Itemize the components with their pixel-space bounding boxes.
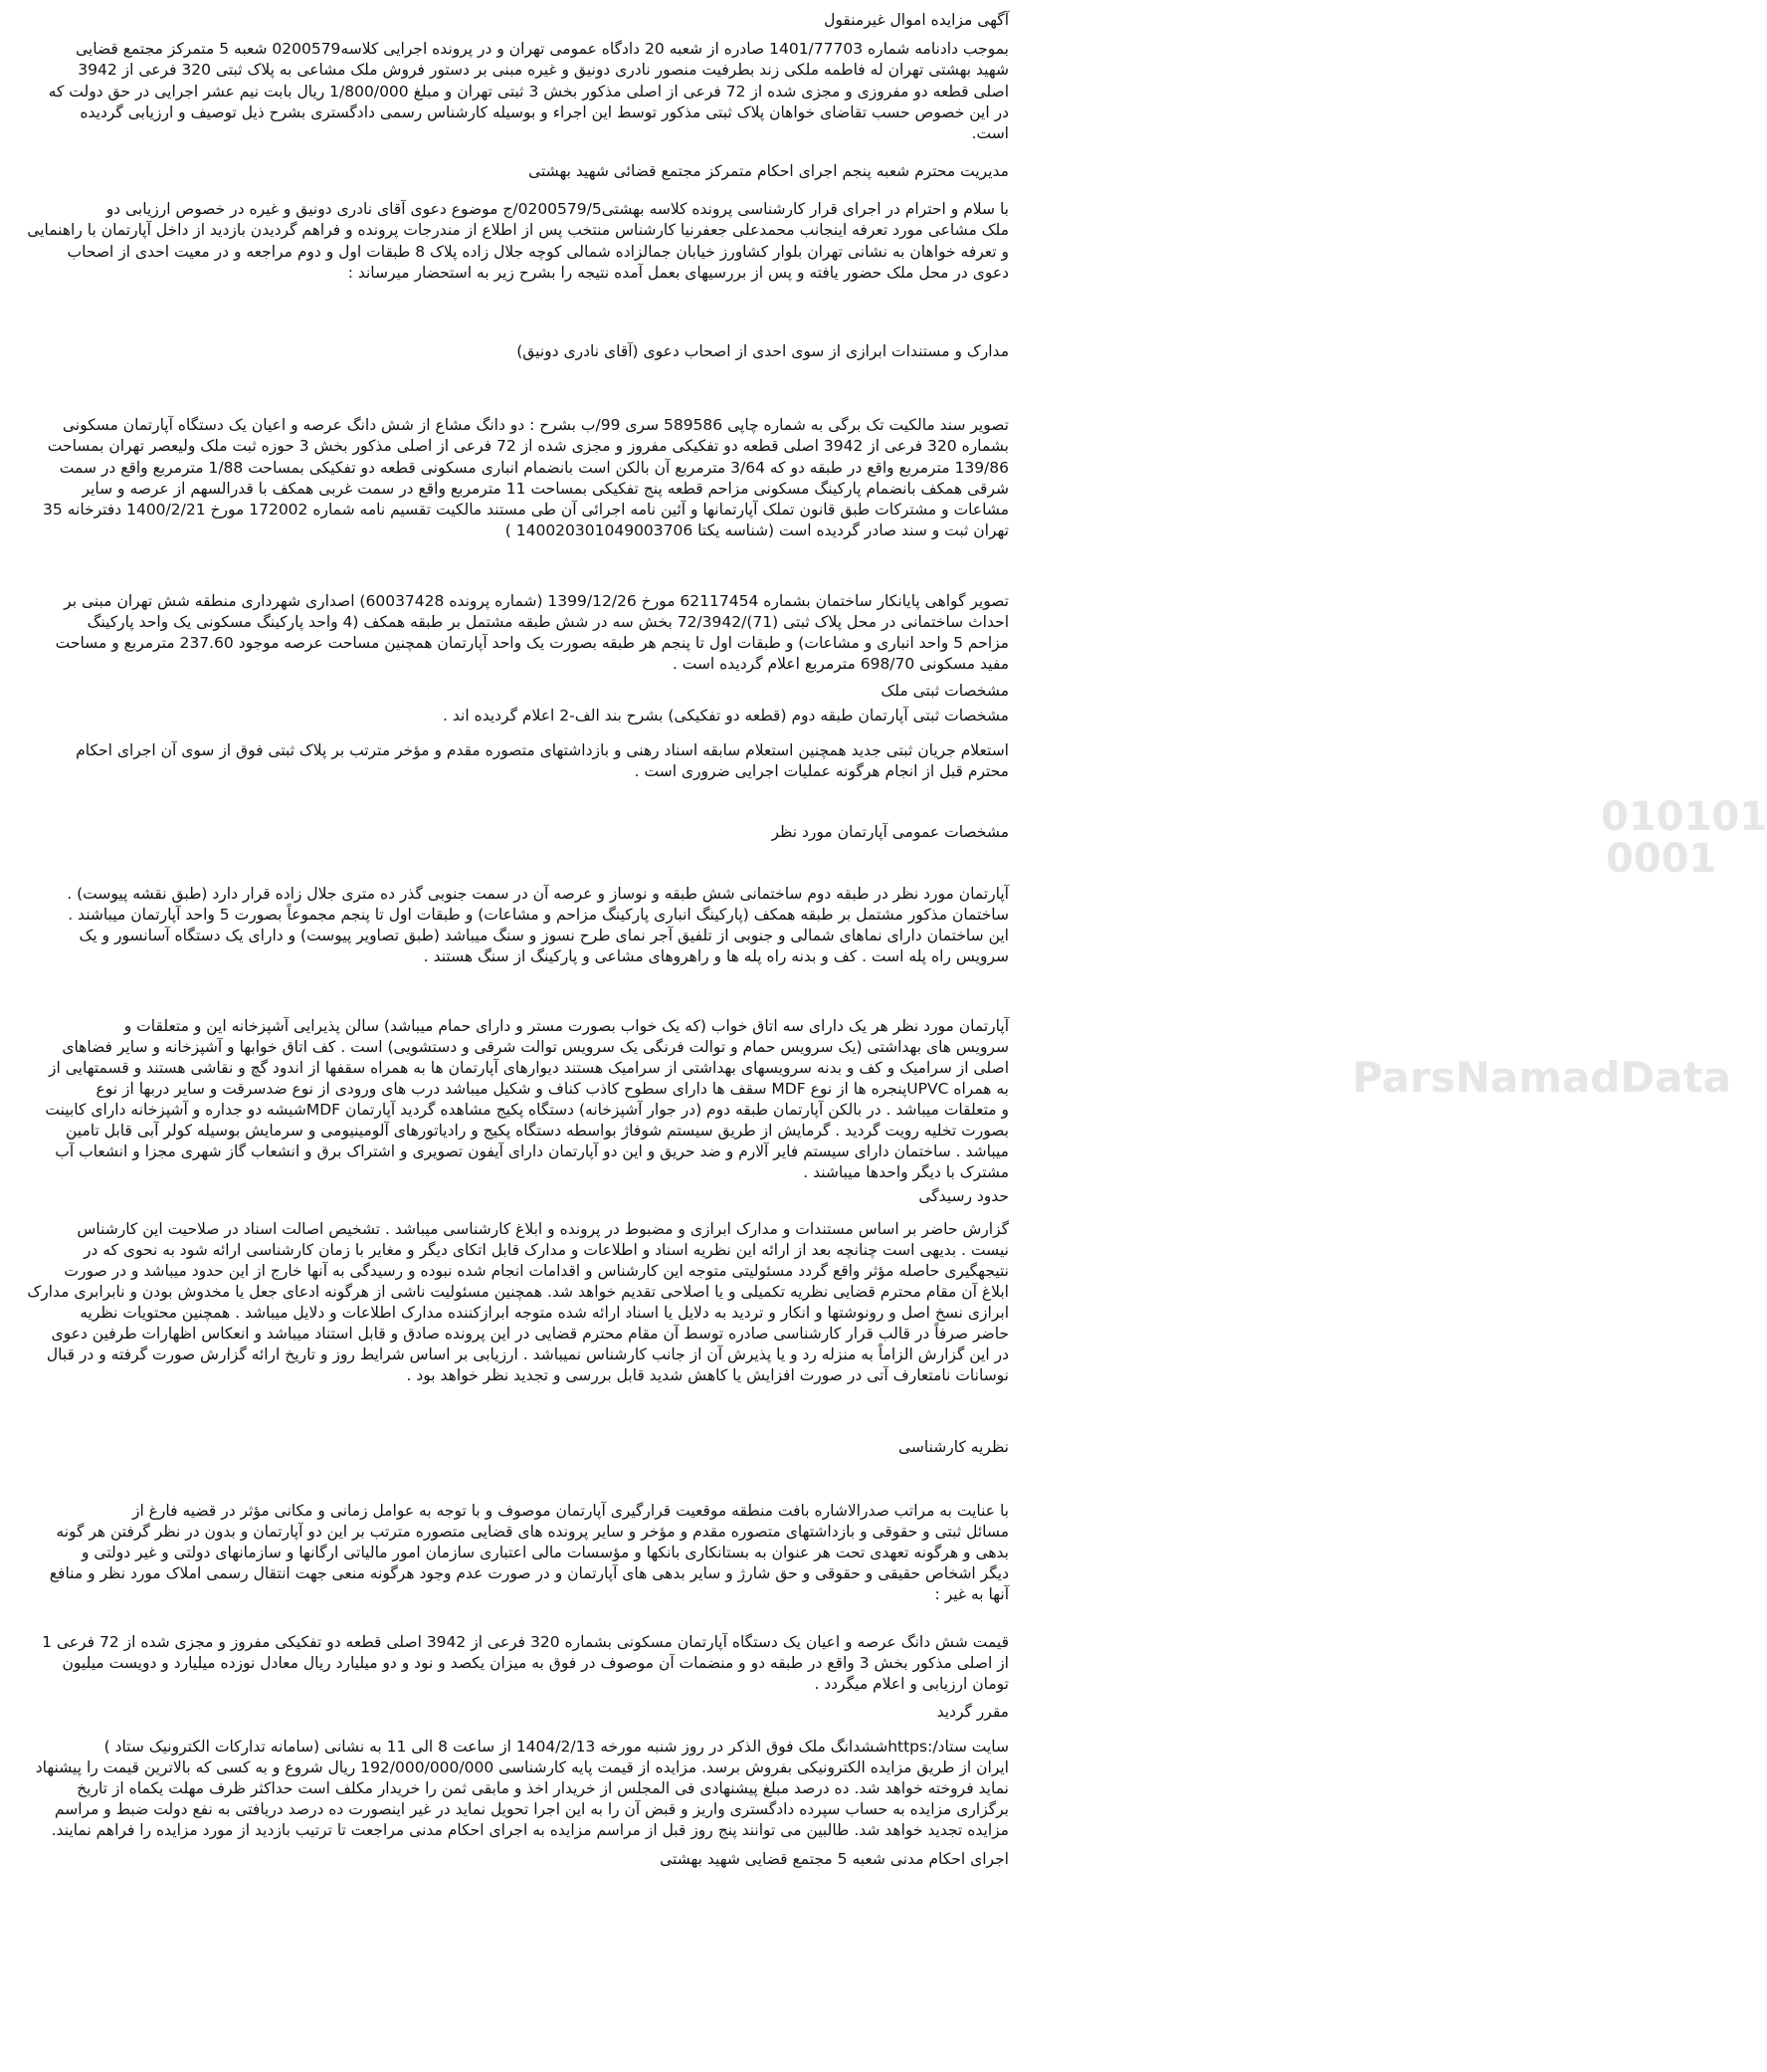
certificate-line: مفید مسکونی 698/70 مترمربع اعلام گردیده است . [672, 655, 1009, 673]
scope-line: ابلاغ آن مقام محترم قضایی نظریه تکمیلی و یا اصلاحی تقدیم خواهد شد. همچنین مسئولیت ناشی از هرگونه ادعای جعل یا مخدوش بودن و نابرابری مدارک [27, 1283, 1009, 1301]
deed-line: شرقی همکف بانضمام پارکینگ مسکونی مزاحم قطعه پنج تفکیکی بمساحت 11 مترمربع واقع در سمت غربی همکف با قدرالسهم از عرصه و سایر [82, 480, 1009, 498]
registration-spec-line: مشخصات ثبتی آپارتمان طبقه دوم (قطعه دو تفکیکی) بشرح بند الف-2 اعلام گردیده اند . [443, 707, 1009, 725]
scope-line: نوسانات نامتعارف آتی در صورت افزایش یا کاهش شدید قابل بررسی و تجدید نظر خواهد بود . [406, 1366, 1009, 1384]
general-line: این ساختمان دارای نماهای شمالی و جنوبی از تلفیق آجر نمای طرح نسوز و سنگ میباشد (طبق تصاویر پیوست) و دارای یک دستگاه آسانسور و یک [79, 927, 1009, 944]
scope-line: نتیجهگیری حاصله مؤثر واقع گردد مسئولیتی متوجه این کارشناس و اقدامات انجام شده نبوده و رسیدگی به آنها خارج از این حدود میباشد و در صورت [64, 1262, 1009, 1280]
intro-line: اصلی قطعه دو مفروزی و مجزی شده از 72 فرعی از اصلی مذکور بخش 3 ثبتی تهران و مبلغ 1/800/000 ریال بابت نیم عشر اجرایی در حق دولت که [48, 83, 1009, 101]
section-title-registration: مشخصات ثبتی ملک [881, 682, 1009, 700]
section-title-documents: مدارک و مستندات ابرازی از سوی احدی از اصحاب دعوی (آقای نادری دونیق) [516, 342, 1009, 360]
certificate-line: تصویر گواهی پایانکار ساختمان بشماره 62117454 مورخ 1399/12/26 (شماره پرونده 60037428) اصداری شهرداری منطقه شش تهران مبنی بر [64, 592, 1009, 610]
scope-line: حاضر صرفاً در قالب قرار کارشناسی صادره توسط آن مقام محترم قضایی در این پرونده صادق و قابل استناد میباشد و انعکاس اظهارات طرفین دعوی [51, 1325, 1009, 1343]
price-line: تومان ارزیابی و اعلام میگردد . [814, 1675, 1009, 1693]
ruling-line: ایران از طریق مزایده الکترونیکی بفروش برسد. مزایده از قیمت پایه کارشناسی 192/000/000/000 ریال شروع و به کسی که بالاترین قیمت را پیشنهاد [35, 1759, 1009, 1776]
general-line: ساختمان مذکور مشتمل بر طبقه همکف (پارکینگ انباری پارکینگ مزاحم و مشاعات) و طبقات اول تا پنجم مجموعاً بصورت 5 واحد آپارتمان میباشند . [68, 906, 1009, 924]
ruling-line: مزایده تجدید خواهد شد. طالبین می توانند پنج روز قبل از مراسم مزایده به اجرای احکام مدنی مراجعت تا ترتیب بازدید از مورد مزایده را فراهم نمایند. [51, 1821, 1009, 1839]
price-line: قیمت شش دانگ عرصه و اعیان یک دستگاه آپارتمان مسکونی بشماره 320 فرعی از 3942 اصلی قطعه دو تفکیکی مفروز و مجزی شده از 72 فرعی 1 [42, 1633, 1009, 1651]
section-title-general: مشخصات عمومی آپارتمان مورد نظر [771, 823, 1009, 841]
section-title-opinion: نظریه کارشناسی [897, 1438, 1009, 1456]
apartment-line: سرویس های بهداشتی (یک سرویس حمام و توالت فرنگی یک سرویس توالت شرقی و دستشویی) است . کف اتاق خوابها و آشپزخانه و سایر فضاهای [62, 1038, 1009, 1056]
deed-line: تصویر سند مالکیت تک برگی به شماره چاپی 589586 سری 99/ب بشرح : دو دانگ مشاع از شش دانگ عرصه و اعیان یک دستگاه آپارتمان مسکونی [62, 416, 1009, 434]
greeting-line: با سلام و احترام در اجرای قرار کارشناسی پرونده کلاسه بهشتی0200579/5/ج موضوع دعوی آقای نادری دونیق و غیره در خصوص ارزیابی دو [105, 200, 1009, 218]
intro-line: در این خصوص حسب تقاضای خواهان پلاک ثبتی مذکور توسط این اجراء و بوسیله کارشناس رسمی دادگستری بشرح ذیل توصیف و ارزیابی گردیده [80, 104, 1009, 121]
intro-line: بموجب دادنامه شماره 1401/77703 صادره از شعبه 20 دادگاه عمومی تهران و در پرونده اجرایی کلاسه0200579 شعبه 5 متمرکز مجتمع قضایی [75, 40, 1009, 58]
apartment-line: و متعلقات میباشد . در بالکن آپارتمان طبقه دوم (در جوار آشپزخانه) دستگاه پکیج مشاهده گردید آپارتمان MDFشیشه دو جداره و آشپزخانه دارای کابینت [45, 1101, 1009, 1119]
ruling-line: نماید فروخته خواهد شد. ده درصد مبلغ پیشنهادی فی المجلس از خریدار اخذ و مابقی ثمن را خریدار مکلف است حداکثر ظرف مهلت یکماه از تاریخ [77, 1779, 1009, 1797]
scope-line: در این گزارش الزاماً به منزله رد و یا پذیرش آن از جانب کارشناس نمیباشد . ارزیابی بر اساس شرایط روز و تاریخ ارائه گزارش صورت گرفته و در قبال [46, 1346, 1009, 1363]
greeting-line: و تعرفه خواهان به نشانی تهران بلوار کشاورز خیابان جمالزاده شمالی کوچه جلال زاده پلاک 8 طبقات اول و دوم مراجعه و در معیت احدی از اصحاب [67, 243, 1009, 261]
ruling-line: برگزاری مزایده به حساب سپرده دادگستری واریز و قبض آن را به این اجرا تحویل نماید در غیر اینصورت ده درصد دریافتی به نفع دولت ضبط و مراسم [54, 1800, 1009, 1818]
watermark-line-2: 0001 [1606, 836, 1717, 882]
opinion-line: با عنایت به مراتب صدرالاشاره بافت منطقه موقعیت قرارگیری آپارتمان موصوف و با توجه به عوامل زمانی و مکانی مؤثر در قضیه فارغ از [131, 1502, 1009, 1520]
watermark-line-1: 010101 [1601, 794, 1767, 840]
scope-line: نیست . بدیهی است چنانچه بعد از ارائه این نظریه اسناد و اطلاعات و مدارک قابل اتکای دیگر و مغایر با زمان کارشناسی ارائه شود به نحوی که در [83, 1241, 1009, 1259]
inquiry-line: استعلام جریان ثبتی جدید همچنین استعلام سابقه اسناد رهنی و بازداشتهای متصوره مقدم و مؤخر مترتب بر پلاک ثبتی فوق از سوی آن اجرای احکام [76, 741, 1009, 759]
general-line: سرویس راه پله است . کف و بدنه راه پله ها و راهروهای مشاعی و پارکینگ از سنگ هستند . [423, 947, 1009, 965]
apartment-line: به همراه UPVCپنجره ها از نوع MDF سقف ها دارای سطوح کاذب کناف و شکیل میباشد درب های ورودی از نوع ضدسرقت و سایر دربها از نوع [96, 1080, 1009, 1098]
signature-line: اجرای احکام مدنی شعبه 5 مجتمع قضایی شهید بهشتی [660, 1850, 1009, 1868]
apartment-line: آپارتمان مورد نظر هر یک دارای سه اتاق خواب (که یک خواب بصورت مستر و دارای حمام میباشد) سالن پذیرایی آشپزخانه این و متعلقات و [123, 1017, 1009, 1035]
scope-line: گزارش حاضر بر اساس مستندات و مدارک ابرازی و مضبوط در پرونده و ابلاغ کارشناسی میباشد . تشخیص اصالت اسناد در صلاحیت این کارشناس [77, 1220, 1009, 1238]
greeting-line: ملک مشاعی مورد تعرفه اینجانب محمدعلی جعفرنیا کارشناس منتخب پس از اطلاع از مندرجات پرونده و فراهم گردیدن بازدید از داخل آپارتمان با راهنمایی [27, 221, 1009, 239]
opinion-line: دیگر اشخاص حقیقی و حقوقی و حق شارژ و سایر بدهی های آپارتمان و در صورت عدم وجود هرگونه منعی جهت انتقال رسمی املاک مورد نظر و منافع [49, 1564, 1009, 1582]
section-title-ruling: مقرر گردید [936, 1703, 1009, 1721]
deed-line: مشاعات و مشترکات طبق قانون تملک آپارتمانها و آئین نامه اجرائی آن طی مستند مالکیت تقسیم نامه شماره 172002 مورخ 1400/2/21 دفترخانه 35 [43, 501, 1009, 518]
deed-line: بشماره 320 فرعی از 3942 اصلی قطعه دو تفکیکی مفروز و مجزی شده از 72 فرعی از اصلی مذکور بخش 3 حوزه ثبت ملک ولیعصر تهران بمساحت [47, 437, 1009, 455]
addressee-line: مدیریت محترم شعبه پنجم اجرای احکام متمرکز مجتمع قضائی شهید بهشتی [528, 162, 1009, 180]
watermark-line-3: ParsNamadData [1352, 1053, 1731, 1102]
opinion-line: بدهی و هرگونه تعهدی تحت هر عنوان به بستانکاری بانکها و مؤسسات مالی اعتباری سازمان امور مالیاتی ارگانها و سازمانهای دولتی و غیر دولتی و [82, 1544, 1009, 1561]
general-line: آپارتمان مورد نظر در طبقه دوم ساختمانی شش طبقه و نوساز و عرصه آن در سمت جنوبی گذر ده متری جلال زاده قرار دارد (طبق نقشه پیوست) . [67, 885, 1009, 903]
apartment-line: اصلی از سرامیک و کف و بدنه سرویسهای بهداشتی از سرامیک هستند دیوارهای آپارتمان ها به همراه سقفها از اندود گچ و نقاشی هستند و قسمتهایی از [49, 1059, 1009, 1077]
ruling-line: سایت ستاد/:httpsششدانگ ملک فوق الذکر در روز شنبه مورخه 1404/2/13 از ساعت 8 الی 11 به نشانی (سامانه تدارکات الکترونیک ستاد ) [103, 1738, 1009, 1756]
opinion-line: مسائل ثبتی و حقوقی و بازداشتهای متصوره مقدم و مؤخر و سایر پرونده های قضایی متصوره مترتب بر این دو آپارتمان و بدون در نظر گرفتن هر گونه [56, 1523, 1009, 1541]
inquiry-line: محترم قبل از انجام هرگونه عملیات اجرایی ضروری است . [634, 762, 1009, 780]
scope-line: ابرازی نسخ اصل و رونوشتها و انکار و تردید به دلایل یا اسناد ارائه شده متوجه ابرازکننده مدارک اطلاعات و دلایل میباشد . همچنین محتویات نظریه [80, 1304, 1009, 1322]
section-title-scope: حدود رسیدگی [918, 1187, 1009, 1205]
greeting-line: دعوی در محل ملک حضور یافته و پس از بررسیهای بعمل آمده نتیجه را بشرح زیر به استحضار میرساند : [347, 264, 1009, 282]
apartment-line: مشترک با دیگر واحدها میباشند . [803, 1163, 1009, 1181]
price-line: از اصلی مذکور بخش 3 واقع در طبقه دو و منضمات آن موصوف در فوق به میزان یکصد و نود و دو میلیارد ریال معادل نوزده میلیارد و دویست میلیون [62, 1654, 1009, 1672]
deed-line: تهران ثبت و سند صادر گردیده است (شناسه یکتا 140020301049003706 ) [504, 521, 1009, 539]
intro-line: است. [971, 124, 1009, 142]
apartment-line: میباشد . ساختمان دارای سیستم فایر آلارم و ضد حریق و این دو آپارتمان دارای آیفون تصویری و اشتراک برق و انشعاب گاز شهری مجزا و انشعاب آب [55, 1142, 1009, 1160]
opinion-line: آنها به غیر : [934, 1585, 1009, 1603]
notice-heading: آگهی مزایده اموال غیرمنقول [824, 11, 1009, 29]
certificate-line: احداث ساختمانی در محل پلاک ثبتی (71)/72/3942 بخش سه در شش طبقه مشتمل بر طبقه همکف (4 واحد پارکینگ مسکونی یک واحد پارکینگ [87, 613, 1009, 631]
intro-line: شهید بهشتی تهران له فاطمه ملکی زند بطرفیت منصور نادری دونیق و غیره مبنی بر دستور فروش ملک مشاعی به پلاک ثبتی 320 فرعی از 3942 [78, 61, 1009, 79]
certificate-line: مزاحم 5 واحد انباری و مشاعات) و طبقات اول تا پنجم هر طبقه بصورت یک واحد آپارتمان همچنین مساحت عرصه موجود 237.60 مترمربع و مساحت [55, 634, 1009, 652]
deed-line: 139/86 مترمربع واقع در طبقه دو که 3/64 مترمربع آن بالکن است بانضمام انباری مسکونی قطعه دو تفکیکی بمساحت 1/88 مترمربع واقع در سمت [59, 459, 1009, 477]
apartment-line: بصورت تخلیه رویت گردید . گرمایش از طریق سیستم شوفاژ بواسطه دستگاه پکیج و رادیاتورهای آلومینیومی و سرمایش بوسیله کولر آبی قابل تامین [65, 1122, 1009, 1140]
